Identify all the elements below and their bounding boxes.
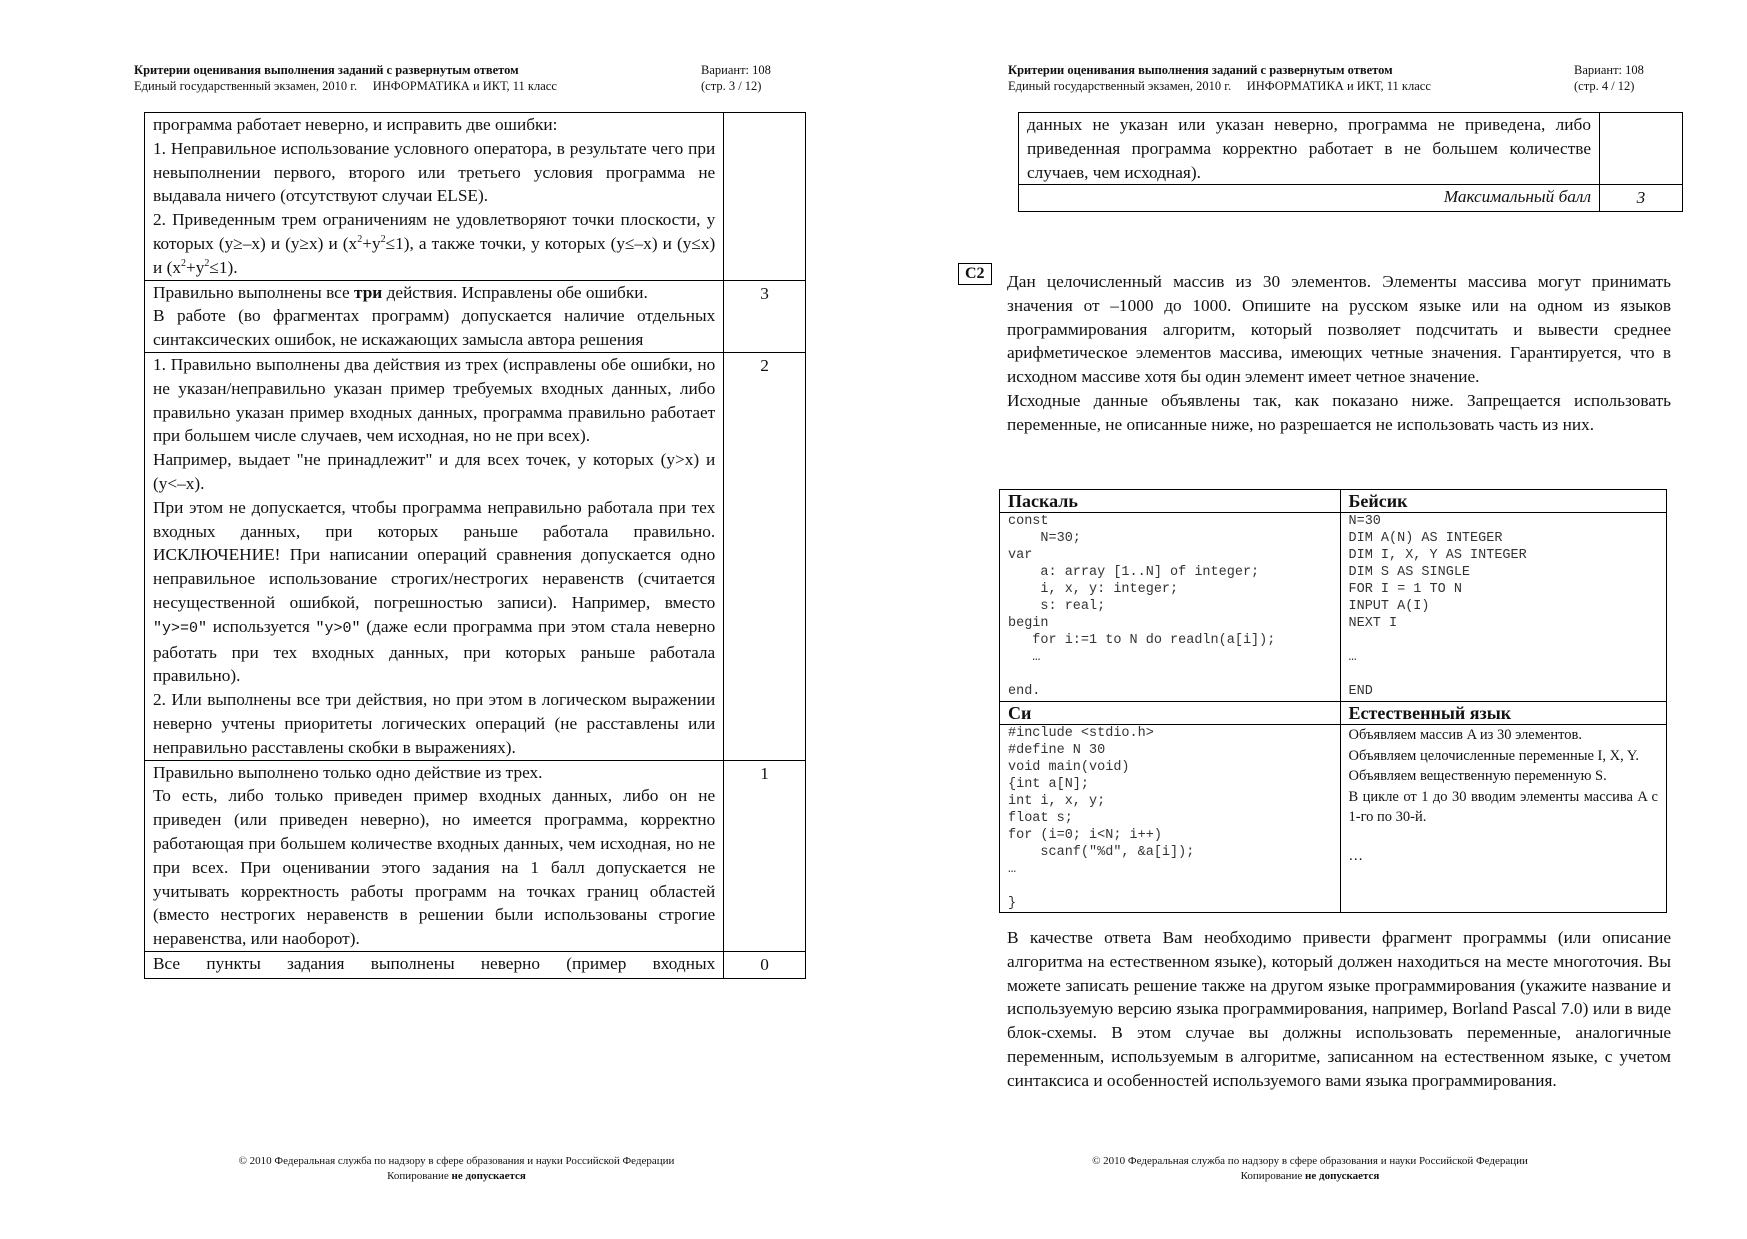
criteria-text — [145, 113, 724, 281]
criteria-row — [145, 760, 806, 951]
code-fragment: "y>0" — [315, 619, 361, 637]
criteria-paragraph: В работе (во фрагментах программ) допускается наличие отдельных синтаксических ошибок, не искажающих замысла автора решения — [153, 306, 716, 350]
header-subtitle: Единый государственный экзамен, 2010 г. ИНФОРМАТИКА и ИКТ, 11 класс — [1008, 79, 1431, 93]
criteria-paragraph — [153, 281, 715, 305]
code-table — [999, 489, 1667, 913]
page-footer — [20, 1154, 893, 1184]
criteria-paragraph: 2. Или выполнены все три действия, но при этом в логическом выражении неверно учтены приоритеты логических операций (не расставлены или неправильно расставлены скобки в выражениях). — [153, 690, 716, 757]
criteria-paragraph: Например, выдает "не принадлежит" и для всех точек, у которых (y>x) и (y<–x). — [153, 450, 716, 493]
task-label: C2 — [958, 263, 992, 285]
page-footer — [873, 1154, 1747, 1184]
criteria-text — [145, 760, 724, 951]
page-info — [701, 62, 771, 94]
text-fragment: действия. Исправлены обе ошибки. — [382, 282, 648, 302]
basic-cell — [1340, 513, 1667, 702]
page-left — [0, 0, 873, 1239]
bold-text: не допускается — [1305, 1170, 1380, 1182]
code-table-row — [1000, 725, 1667, 913]
task-statement — [1007, 270, 1671, 437]
c-header: Си — [1000, 702, 1341, 725]
natural-paragraph: … — [1348, 847, 1363, 864]
page-info — [1574, 62, 1644, 94]
code-fragment: "y>=0" — [153, 619, 208, 637]
criteria-text — [145, 951, 724, 978]
criteria-points: 1 — [724, 760, 806, 951]
text-fragment: +y — [362, 233, 381, 253]
answer-instructions: В качестве ответа Вам необходимо привести фрагмент программы (или описание алгоритма на естественном языке), который должен находиться на месте многоточия. Вы можете записать решение также на другом языке программирования (укажите название и используемую версию языка программирования, например, Borland Pascal 7.0) или в виде блок-схемы. В этом случае вы должны использовать переменные, аналогичные переменным, используемым в алгоритме, записанном на естественном языке, с учетом синтаксиса и особенностей используемого вами языка программирования. — [1007, 928, 1671, 1090]
task-paragraph: Исходные данные объявлены так, как показано ниже. Запрещается использовать переменные, не описанные ниже, но разрешается не использовать часть из них. — [1007, 390, 1671, 434]
criteria-paragraph: Все пункты задания выполнены неверно (пример входных — [153, 953, 716, 973]
criteria-text: данных не указан или указан неверно, программа не приведена, либо приведенная программа корректно работает в не большем количестве случаев, чем исходная). — [1019, 113, 1600, 185]
criteria-points: 3 — [724, 280, 806, 352]
footer-copyright: © 2010 Федеральная служба по надзору в сфере образования и науки Российской Федерации — [238, 1155, 675, 1167]
page-header — [1008, 62, 1431, 94]
basic-header: Бейсик — [1340, 490, 1667, 513]
text-fragment: (даже если программа при этом стала неверно работать при тех входных данных, при которых раньше работала правильно). — [153, 616, 716, 686]
criteria-row — [145, 280, 806, 352]
criteria-paragraph: 1. Правильно выполнены два действия из трех (исправлены обе ошибки, но не указан/неправильно указан пример требуемых входных данных, либо правильно указан пример входных данных, программа правильно работает при большем числе случаев, чем исходная, но не при всех). — [153, 354, 716, 446]
text-fragment: Копирование — [387, 1170, 452, 1182]
criteria-points — [1600, 113, 1683, 185]
text-fragment: Копирование — [1240, 1170, 1306, 1182]
pascal-code: const N=30; var a: array [1..N] of integer; i, x, y: integer; s: real; begin for i:=1 to N do readln(a[i]); … end. — [1008, 514, 1276, 699]
header-subtitle: Единый государственный экзамен, 2010 г. ИНФОРМАТИКА и ИКТ, 11 класс — [134, 79, 557, 93]
superscript: 2 — [180, 258, 186, 270]
variant-label: Вариант: 108 — [1574, 63, 1644, 77]
c-cell — [1000, 725, 1341, 913]
page-header — [134, 62, 557, 94]
natural-paragraph: Объявляем целочисленные переменные I, X, Y. — [1348, 747, 1640, 764]
natural-cell — [1340, 725, 1667, 913]
criteria-row — [145, 951, 806, 978]
criteria-points — [724, 113, 806, 281]
page-right — [873, 0, 1747, 1239]
header-title: Критерии оценивания выполнения заданий с развернутым ответом — [134, 63, 519, 77]
text-fragment: 2. Приведенным трем ограничениям не удовлетворяют точки плоскости, у которых (y≥–x) и (y≥x) и (x — [153, 210, 716, 253]
superscript: 2 — [204, 258, 210, 270]
page-number: (стр. 4 / 12) — [1574, 79, 1635, 93]
footer-copy-notice — [20, 1169, 893, 1184]
pascal-header: Паскаль — [1000, 490, 1341, 513]
natural-paragraph: Объявляем массив A из 30 элементов. — [1348, 727, 1582, 743]
criteria-text — [145, 352, 724, 760]
criteria-table-continued — [1018, 112, 1683, 212]
text-fragment: Правильно выполнены все — [153, 282, 354, 302]
max-score-label: Максимальный балл — [1019, 185, 1600, 212]
text-fragment: ≤1), а также точки, у которых (y≤–x) и (y≤x) и (x — [153, 233, 716, 277]
natural-paragraph: Объявляем вещественную переменную S. — [1348, 768, 1607, 784]
max-score-value: 3 — [1600, 185, 1683, 212]
task-paragraph: Дан целочисленный массив из 30 элементов. Элементы массива могут принимать значения от –1000 до 1000. Опишите на русском языке или на одном из языков программирования алгоритм, который позволяет подсчитать и вывести среднее арифметическое элементов массива, имеющих четные значения. Гарантируется, что в исходном массиве хотя бы один элемент имеет четное значение. — [1007, 272, 1671, 387]
pascal-cell — [1000, 513, 1341, 702]
basic-code: N=30 DIM A(N) AS INTEGER DIM I, X, Y AS INTEGER DIM S AS SINGLE FOR I = 1 TO N INPUT A(I) NEXT I … END — [1348, 514, 1527, 699]
code-table-row — [1000, 513, 1667, 702]
c-code: #include <stdio.h> #define N 30 void main(void) {int a[N]; int i, x, y; float s; for (i=0; i<N; i++) scanf("%d", &a[i]); … } — [1008, 726, 1195, 911]
bold-text: не допускается — [451, 1170, 526, 1182]
criteria-paragraph: То есть, либо только приведен пример входных данных, либо он не приведен (или приведен неверно), но имеется программа, корректно работающая при большем количестве входных данных, чем исходная, но не при всех. При оценивании этого задания на 1 балл допускается не учитывать корректность работы программ на точках границ областей (вместо нестрогих неравенств в решении были использованы строгие неравенства, или наоборот). — [153, 786, 716, 949]
criteria-points: 0 — [724, 951, 806, 978]
text-fragment: +y — [185, 257, 205, 277]
variant-label: Вариант: 108 — [701, 63, 771, 77]
superscript: 2 — [357, 234, 363, 246]
text-fragment: ≤1). — [209, 257, 238, 277]
page-number: (стр. 3 / 12) — [701, 79, 762, 93]
criteria-points: 2 — [724, 352, 806, 760]
code-table-header — [1000, 702, 1667, 725]
criteria-text — [145, 280, 724, 352]
max-score-row — [1019, 185, 1683, 212]
footer-copy-notice — [873, 1169, 1747, 1184]
bold-text: три — [354, 282, 383, 302]
footer-copyright: © 2010 Федеральная служба по надзору в сфере образования и науки Российской Федерации — [1092, 1155, 1528, 1167]
header-title: Критерии оценивания выполнения заданий с развернутым ответом — [1008, 63, 1393, 77]
natural-header: Естественный язык — [1340, 702, 1667, 725]
criteria-paragraph: Правильно выполнено только одно действие из трех. — [153, 762, 543, 782]
code-table-header — [1000, 490, 1667, 513]
natural-paragraph: В цикле от 1 до 30 вводим элементы массива A с 1-го по 30-й. — [1348, 788, 1658, 825]
criteria-paragraph: 1. Неправильное использование условного оператора, в результате чего при невыполнении первого, второго или третьего условия программа не выдавала ничего (отсутствуют случаи ELSE). — [153, 138, 716, 206]
text-fragment: используется — [207, 616, 316, 636]
criteria-paragraph — [153, 496, 715, 688]
criteria-paragraph — [153, 208, 715, 279]
superscript: 2 — [380, 234, 386, 246]
criteria-row — [145, 113, 806, 281]
text-fragment: При этом не допускается, чтобы программа неправильно работала при тех входных данных, при которых раньше работала правильно. ИСКЛЮЧЕНИЕ! При написании операций сравнения допускается одно неправильное использование строгих/нестрогих неравенств (считается несущественной ошибкой, погрешностью записи). Например, вместо — [153, 497, 716, 612]
criteria-table — [144, 112, 806, 979]
criteria-row — [1019, 113, 1683, 185]
criteria-row — [145, 352, 806, 760]
criteria-paragraph: программа работает неверно, и исправить две ошибки: — [153, 115, 558, 134]
